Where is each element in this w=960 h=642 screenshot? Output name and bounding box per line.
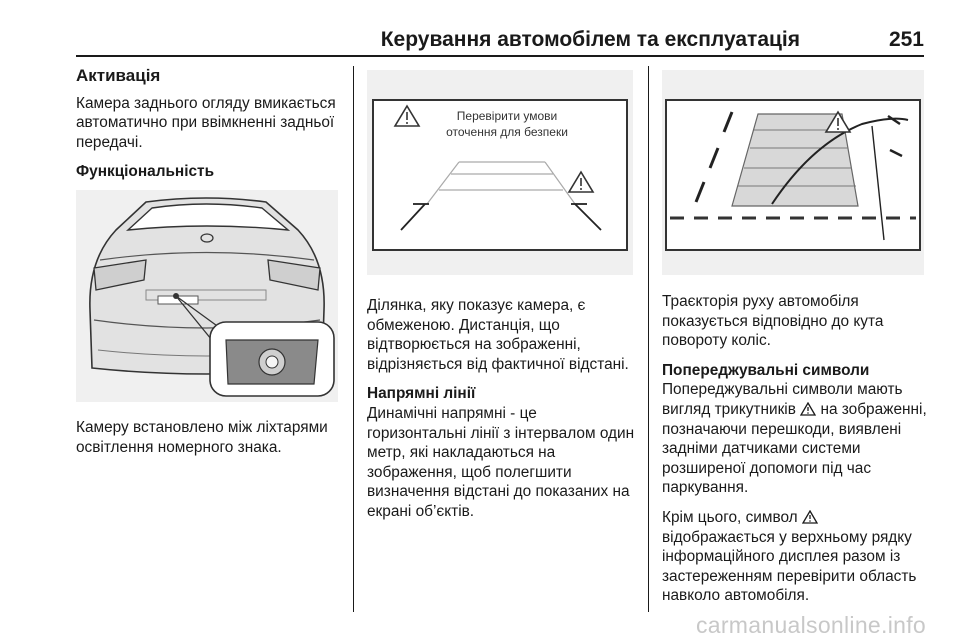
column-2	[367, 296, 639, 532]
column-1	[76, 66, 344, 182]
section-title-activation: Активація	[76, 66, 161, 85]
warning-triangle-icon-inline	[800, 402, 816, 416]
page-number: 251	[888, 28, 924, 51]
watermark: carmanualsonline.info	[695, 612, 926, 638]
camera-location-caption: Камеру встановлено між ліхтарями освітлення номерного знака.	[76, 419, 328, 456]
functionality-heading: Функціональність	[76, 163, 215, 181]
screen-message-line2: оточення для безпеки	[446, 125, 568, 139]
car-rear-camera-figure	[76, 190, 338, 402]
column-divider-2	[648, 66, 649, 612]
symbol-text-a: Крім цього, символ	[662, 508, 798, 526]
guidelines-display-figure	[367, 70, 633, 275]
trajectory-paragraph: Траєкторія руху автомобіля показується відповідно до кута повороту коліс.	[662, 293, 884, 350]
guidelines-paragraph: Динамічні напрямні - це горизонтальні лінії з інтервалом один метр, які накладаються на зображення, щоб полегшити визначення відстані до показаних на екрані об’єктів.	[367, 404, 635, 520]
column-divider-1	[353, 66, 354, 612]
screen-message-line1: Перевірити умови	[456, 109, 558, 123]
warning-symbols-paragraph	[662, 380, 930, 498]
header-divider	[76, 55, 924, 57]
symbol-text-b: відображається у верхньому рядку інформаційного дисплея разом із застереженням перевірити область навколо автомобіля.	[662, 528, 917, 605]
warning-symbols-heading: Попереджувальні символи	[662, 361, 870, 379]
activation-paragraph: Камера заднього огляду вмикається автоматично при ввімкненні задньої передачі.	[76, 94, 336, 151]
column-3	[662, 292, 930, 616]
column-1-caption	[76, 418, 346, 467]
page-header-title: Керування автомобілем та експлуатація	[380, 28, 800, 51]
warning-text-b: на зображенні, позначаючи перешкоди, виявлені задніми датчиками системи розширеної допомоги під час паркування.	[662, 400, 927, 497]
warning-text-a: Попереджувальні символи мають вигляд трикутників	[662, 381, 903, 418]
symbol-paragraph	[662, 508, 930, 606]
guidelines-heading: Напрямні лінії	[367, 385, 476, 403]
camera-area-paragraph: Ділянка, яку показує камера, є обмеженою. Дистанція, що відтворюється на зображенні, відрізняється від фактичної відстані.	[367, 297, 629, 373]
warning-triangle-icon-inline-2	[802, 510, 818, 524]
trajectory-display-figure	[662, 70, 924, 275]
